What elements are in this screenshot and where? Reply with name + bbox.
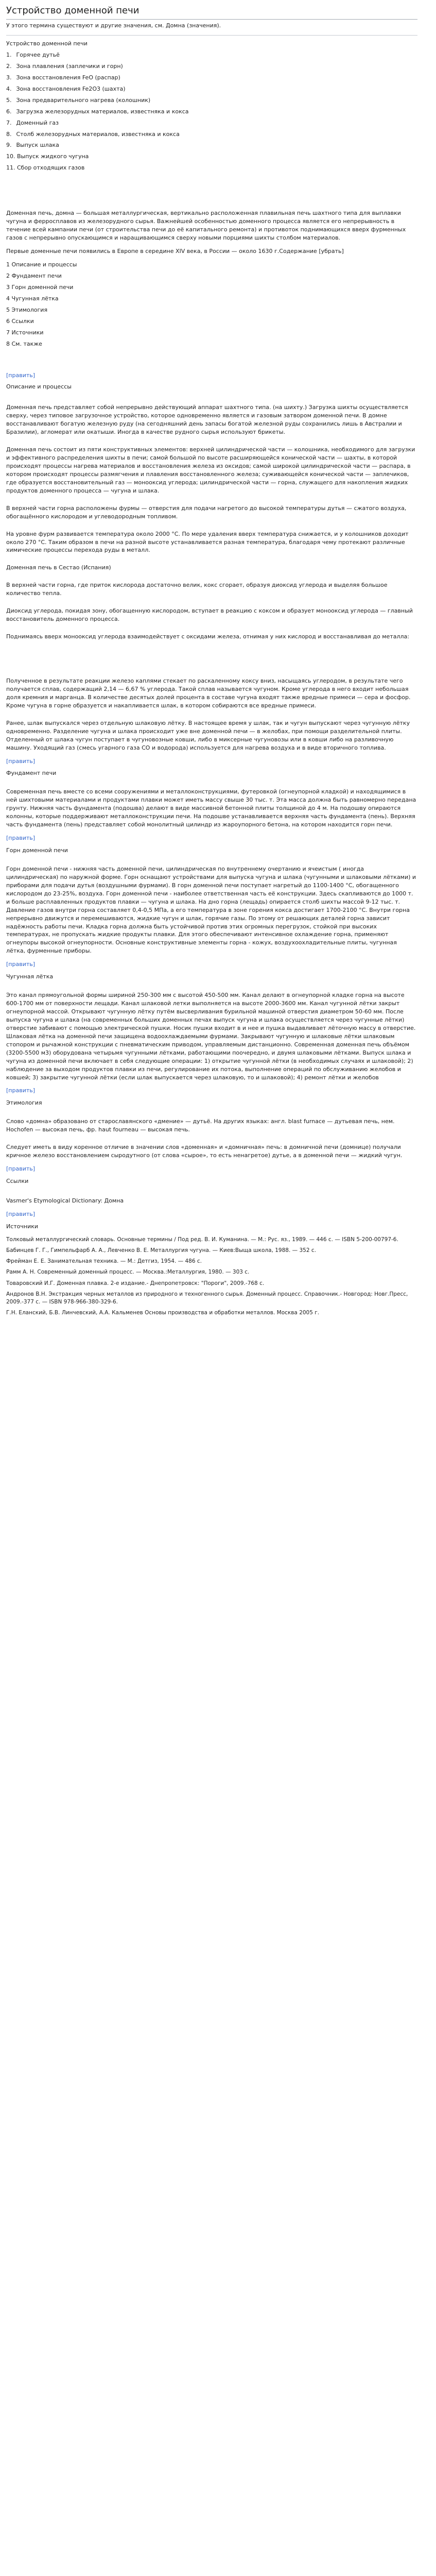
design-list-header: Устройство доменной печи bbox=[6, 40, 88, 47]
section-title-description: Описание и процессы bbox=[6, 383, 72, 391]
toc-link[interactable]: 8 См. также bbox=[6, 340, 42, 347]
design-list-item: 9. Выпуск шлака bbox=[6, 142, 59, 149]
design-list-item: 10. Выпуск жидкого чугуна bbox=[6, 153, 89, 160]
hatnote: У этого термина существуют и другие значения, см. Домна (значения). bbox=[6, 22, 221, 29]
section-title-sources: Источники bbox=[6, 1223, 39, 1230]
external-link[interactable]: Vasmer's Etymological Dictionary: Домна bbox=[6, 1197, 124, 1204]
design-list-item: 11. Сбор отходящих газов bbox=[6, 164, 85, 172]
design-list-item: 8. Столб железорудных материалов, известняка и кокса bbox=[6, 130, 180, 138]
design-list-item: 3. Зона восстановления FeO (распар) bbox=[6, 74, 120, 81]
description-paragraph: Ранее, шлак выпускался через отдельную шлаковую лётку. В настоящее время у шлак, так и чугун выпускают через чугунную лётку одновременно. Разделение чугуна и шлака происходит уже вне доменной печи — в желобах, при помощи разделительной плиты. Отделенный от шлака чугун поступает в чугуновозные ковши, либо в миксерные чугуновозы или в ковши либо на разливочную машину. Уходящий газ (смесь угарного газа СО и водорода) используется для нагрева воздуха и в виде вторичного топлива. bbox=[6, 719, 410, 751]
image-caption: Доменная печь в Сестао (Испания) bbox=[6, 564, 111, 571]
design-list-item: 5. Зона предварительного нагрева (колошник) bbox=[6, 96, 151, 104]
design-list bbox=[6, 51, 417, 172]
section-title-taphole: Чугунная лётка bbox=[6, 973, 54, 980]
edit-link[interactable]: [править] bbox=[6, 1165, 36, 1173]
toc-link[interactable]: 7 Источники bbox=[6, 329, 44, 336]
toc-link[interactable]: 6 Ссылки bbox=[6, 317, 34, 325]
etymology-paragraph: Следует иметь в виду коренное отличие в значении слов «доменная» и «домничная» печь: в домничной печи (домнице) получали кричное железо восстановлением сыродутного (от слова «сырое», то есть ненагретое) дутье, а в доменной печи — жидкий чугун. bbox=[6, 1144, 403, 1159]
design-list-item: 4. Зона восстановления Fe2O3 (шахта) bbox=[6, 85, 126, 92]
description-paragraph: Доменная печь представляет собой непрерывно действующий аппарат шахтного типа. (на шихту.) Загрузка шихты осуществляется сверху, через типовое загрузочное устройство, которое одновременно является и газовым затвором доменной печи. В домне восстанавливают богатую железную руду (на сегодняшний день запасы богатой железной руды сохранились лишь в Австралии и Бразилии), агломерат или окатыши. Иногда в качестве рудного сырья используют брикеты. bbox=[6, 404, 408, 436]
description-paragraph: Поднимаясь вверх монооксид углерода взаимодействует с оксидами железа, отнимая у них кислород и восстанавливая до металла: bbox=[6, 633, 409, 640]
edit-link[interactable]: [править] bbox=[6, 1087, 36, 1094]
toc-link[interactable]: 1 Описание и процессы bbox=[6, 261, 77, 268]
reference-item: Рамм А. Н. Современный доменный процесс. — Москва.:Металлургия, 1980. — 303 с. bbox=[6, 1269, 250, 1276]
foundation-paragraph: Современная печь вместе со всеми сооружениями и металлоконструкциями, футеровкой (огнеупорной кладкой) и находящимися в ней шихтовыми материалами и продуктами плавки может иметь массу свыше 30 тыс. т. Эта масса должна быть равномерно передана грунту. Нижняя часть фундамента (подошва) делают в виде массивной бетонной плиты толщиной до 4 м. На подошву опираются колонны, которые поддерживают металлоконструкции печи. На подошве устанавливается верхняя часть фундамента (пень). Верхняя часть фундамента (пень) представляет собой монолитный цилиндр из жароупорного бетона, на котором находится горн печи. bbox=[6, 788, 416, 828]
design-list-item: 7. Доменный газ bbox=[6, 119, 59, 126]
edit-link[interactable]: [править] bbox=[6, 757, 36, 765]
toc-link[interactable]: 5 Этимология bbox=[6, 306, 48, 313]
reference-item: Г.Н. Еланский, Б.В. Линчевский, А.А. Кальменев Основы производства и обработки металлов. Москва 2005 г. bbox=[6, 1310, 320, 1316]
design-list-item: 2. Зона плавления (заплечики и горн) bbox=[6, 62, 123, 70]
description-paragraph: На уровне фурм развивается температура около 2000 °С. По мере удаления вверх температура снижается, и у колошников доходит около 270 °С. Таким образом в печи на разной высоте устанавливается разная температура, благодаря чему протекают различные химические процессы перехода руды в металл. bbox=[6, 530, 409, 554]
reference-item: Толковый металлургический словарь. Основные термины / Под ред. В. И. Куманина. — М.: Рус. яз., 1989. — 446 с. — ISBN 5-200-00797-6. bbox=[6, 1236, 398, 1243]
edit-link[interactable]: [править] bbox=[6, 835, 36, 842]
design-list-item: 6. Загрузка железорудных материалов, известняка и кокса bbox=[6, 108, 189, 115]
intro-paragraph: Доменная печь, домна — большая металлургическая, вертикально расположенная плавильная печь шахтного типа для выплавки чугуна и ферросплавов из железорудного сырья. Важнейшей особенностью доменного процесса является его непрерывность в течение всей кампании печи (от строительства печи до её капитального ремонта) и противоток поднимающихся вверх фурменных газов с непрерывно опускающимся и наращивающимся сверху новыми порциями шихты столбом материалов. bbox=[6, 210, 406, 242]
table-of-contents bbox=[6, 261, 417, 348]
reference-item: Андронов В.Н. Экстракция черных металлов из природного и техногенного сырья. Доменный процесс. Справочник.- Новгород: Новг.Пресс, 2009.-377 с. — ISBN 978-966-380-329-6. bbox=[6, 1291, 408, 1306]
edit-link[interactable]: [править] bbox=[6, 1210, 36, 1217]
description-paragraph: Полученное в результате реакции железо каплями стекает по раскаленному коксу вниз, насыщаясь углеродом, в результате чего получается сплав, содержащий 2,14 — 6,67 % углерода. Такой сплав называется чугуном. Кроме углерода в него входит небольшая доля кремния и марганца. В количестве десятых долей процента в составе чугуна входят также вредные примеси — сера и фосфор. Кроме чугуна в горне образуется и накапливается шлак, в котором собираются все вредные примеси. bbox=[6, 677, 411, 709]
section-title-links: Ссылки bbox=[6, 1178, 29, 1185]
section-title-etymology: Этимология bbox=[6, 1099, 42, 1107]
toc-link[interactable]: 2 Фундамент печи bbox=[6, 272, 62, 279]
description-paragraph: Доменная печь состоит из пяти конструктивных элементов: верхней цилиндрической части — колошника, необходимого для загрузки и эффективного распределения шихты в печи; самой большой по высоте расширяющейся конической части — шахты, в которой происходят процессы нагрева материалов и восстановления железа из оксидов; самой широкой цилиндрической части — распара, в котором происходят процессы размягчения и плавления восстановленного железа; суживающейся конической части — заплечиков, где образуется восстановительный газ — монооксид углерода; цилиндрической части — горна, служащего для накопления жидких продуктов доменного процесса — чугуна и шлака. bbox=[6, 446, 415, 494]
toc-link[interactable]: 3 Горн доменной печи bbox=[6, 283, 74, 291]
page-title: Устройство доменной печи bbox=[6, 4, 417, 20]
reference-item: Товаровский И.Г. Доменная плавка. 2-е издание.- Днепропетровск: "Пороги", 2009.-768 с. bbox=[6, 1280, 265, 1286]
intro-history: Первые доменные печи появились в Европе в середине XIV века, в России — около 1630 г.Содержание [убрать] bbox=[6, 248, 344, 255]
section-title-hearth: Горн доменной печи bbox=[6, 847, 68, 854]
edit-link[interactable]: [править] bbox=[6, 961, 36, 968]
etymology-paragraph: Слово «домна» образовано от старославянского «дмение» — дутьё. На других языках: англ. blast furnace — дутьевая печь, нем. Hochofen — высокая печь, фр. haut fourneau — высокая печь. bbox=[6, 1118, 395, 1133]
description-paragraph: Диоксид углерода, покидая зону, обогащенную кислородом, вступает в реакцию с коксом и образует монооксид углерода — главный восстановитель доменного процесса. bbox=[6, 607, 413, 623]
toc-link[interactable]: 4 Чугунная лётка bbox=[6, 295, 59, 302]
edit-link[interactable]: [править] bbox=[6, 372, 36, 379]
description-paragraph: В верхней части горна расположены фурмы — отверстия для подачи нагретого до высокой температуры дутья — сжатого воздуха, обогащённого кислородом и углеводородным топливом. bbox=[6, 504, 407, 520]
reference-list bbox=[6, 1236, 417, 1317]
taphole-paragraph: Это канал прямоугольной формы шириной 250-300 мм с высотой 450-500 мм. Канал делают в огнеупорной кладке горна на высоте 600-1700 мм от поверхности лещади. Канал шлаковой летки выполняется на высоте 2000-3600 мм. Канал чугунной лётки закрыт огнеупорной массой. Открывают чугунную лётку путём высверливания бурильной машиной отверстия диаметром 50-60 мм. После выпуска чугуна и шлака (на современных больших доменных печах выпуск чугуна и шлака осуществляется через чугунные лётки) отверстие забивают с помощью электрической пушки. Носик пушки входит в и нее и пушка выдавливает лёточную массу в отверстие. Шлаковая лётка на доменной печи защищена водоохлаждаемыми фурмами. Закрывают чугунную и шлаковые лётки шлаковым стопором и рычажной конструкции с пневматическим приводом, управляемым дистанционно. Современная доменная печь объёмом (3200-5500 м3) оборудована четырьмя чугунными лётками, работающими поочередно, и двумя шлаковыми лётками. Выпуск шлака и чугуна из доменной печи включает в себя следующие операции: 1) открытие чугунной лётки (в необходимых случаях и шлаковой); 2) наблюдение за выходом продуктов плавки из печи, регулирование их потока, выполнение операций по обслуживанию желобов и ковшей; 3) закрытие чугунной лётки (если шлак выпускается через шлаковую, то и шлаковой); 4) ремонт лётки и желобов bbox=[6, 992, 416, 1081]
section-title-foundation: Фундамент печи bbox=[6, 770, 57, 777]
hearth-paragraph: Горн доменной печи - нижняя часть доменной печи, цилиндрическая по внутреннему очертанию и ячеистым ( иногда цилиндрическая) по наружной форме. Горн оснащают устройствами для выпуска чугуна и шлака (чугунными и шлаковыми лётками) и приборами для подачи дутья (воздушными фурмами). В горн доменной печи поступает нагретый до 1100-1400 °С, обогащенного кислородом до 23-25%, воздуха. Горн доменной печи - наиболее ответственная часть её конструкции. Здесь скапливаются до 1000 т. и больше расплавленных продуктов плавки — чугуна и шлака. На дно горна (лещадь) опирается столб шихты массой 9-12 тыс. т. Давление газов внутри горна составляет 0,4-0,5 МПа, а его температура в зоне горения кокса достигает 1700-2100 °С. Внутри горна непрерывно движутся и перемешиваются, жидкие чугун и шлак, горячие газы. По этому от решающих деталей горна зависит надёжность работы печи. Кладка горна должна быть устойчивой против этих огромных перегрузок, стойкой при высоких температурах, не пропускать жидкие продукты плавки. Для этого обеспечивают интенсивное охлаждение горна, применяют огнеупоры высокой огнеупорности. Основные конструктивные элементы горна - кожух, воздухоохладительные плиты, чугунная лётка, фурменные приборы. bbox=[6, 865, 416, 955]
description-paragraph: В верхней части горна, где приток кислорода достаточно велик, кокс сгорает, образуя диоксид углерода и выделяя большое количество тепла. bbox=[6, 582, 388, 597]
design-list-item: 1. Горячее дутьё bbox=[6, 51, 60, 58]
reference-item: Бабинцев Г. Г., Гимпельфарб А. А., Левченко В. Е. Металлургия чугуна. — Киев:Выща школа, 1988. — 352 с. bbox=[6, 1247, 316, 1253]
reference-item: Фрейман Е. Е. Занимательная техника. — М.: Детгиз, 1954. — 486 с. bbox=[6, 1258, 202, 1265]
divider bbox=[6, 35, 417, 36]
